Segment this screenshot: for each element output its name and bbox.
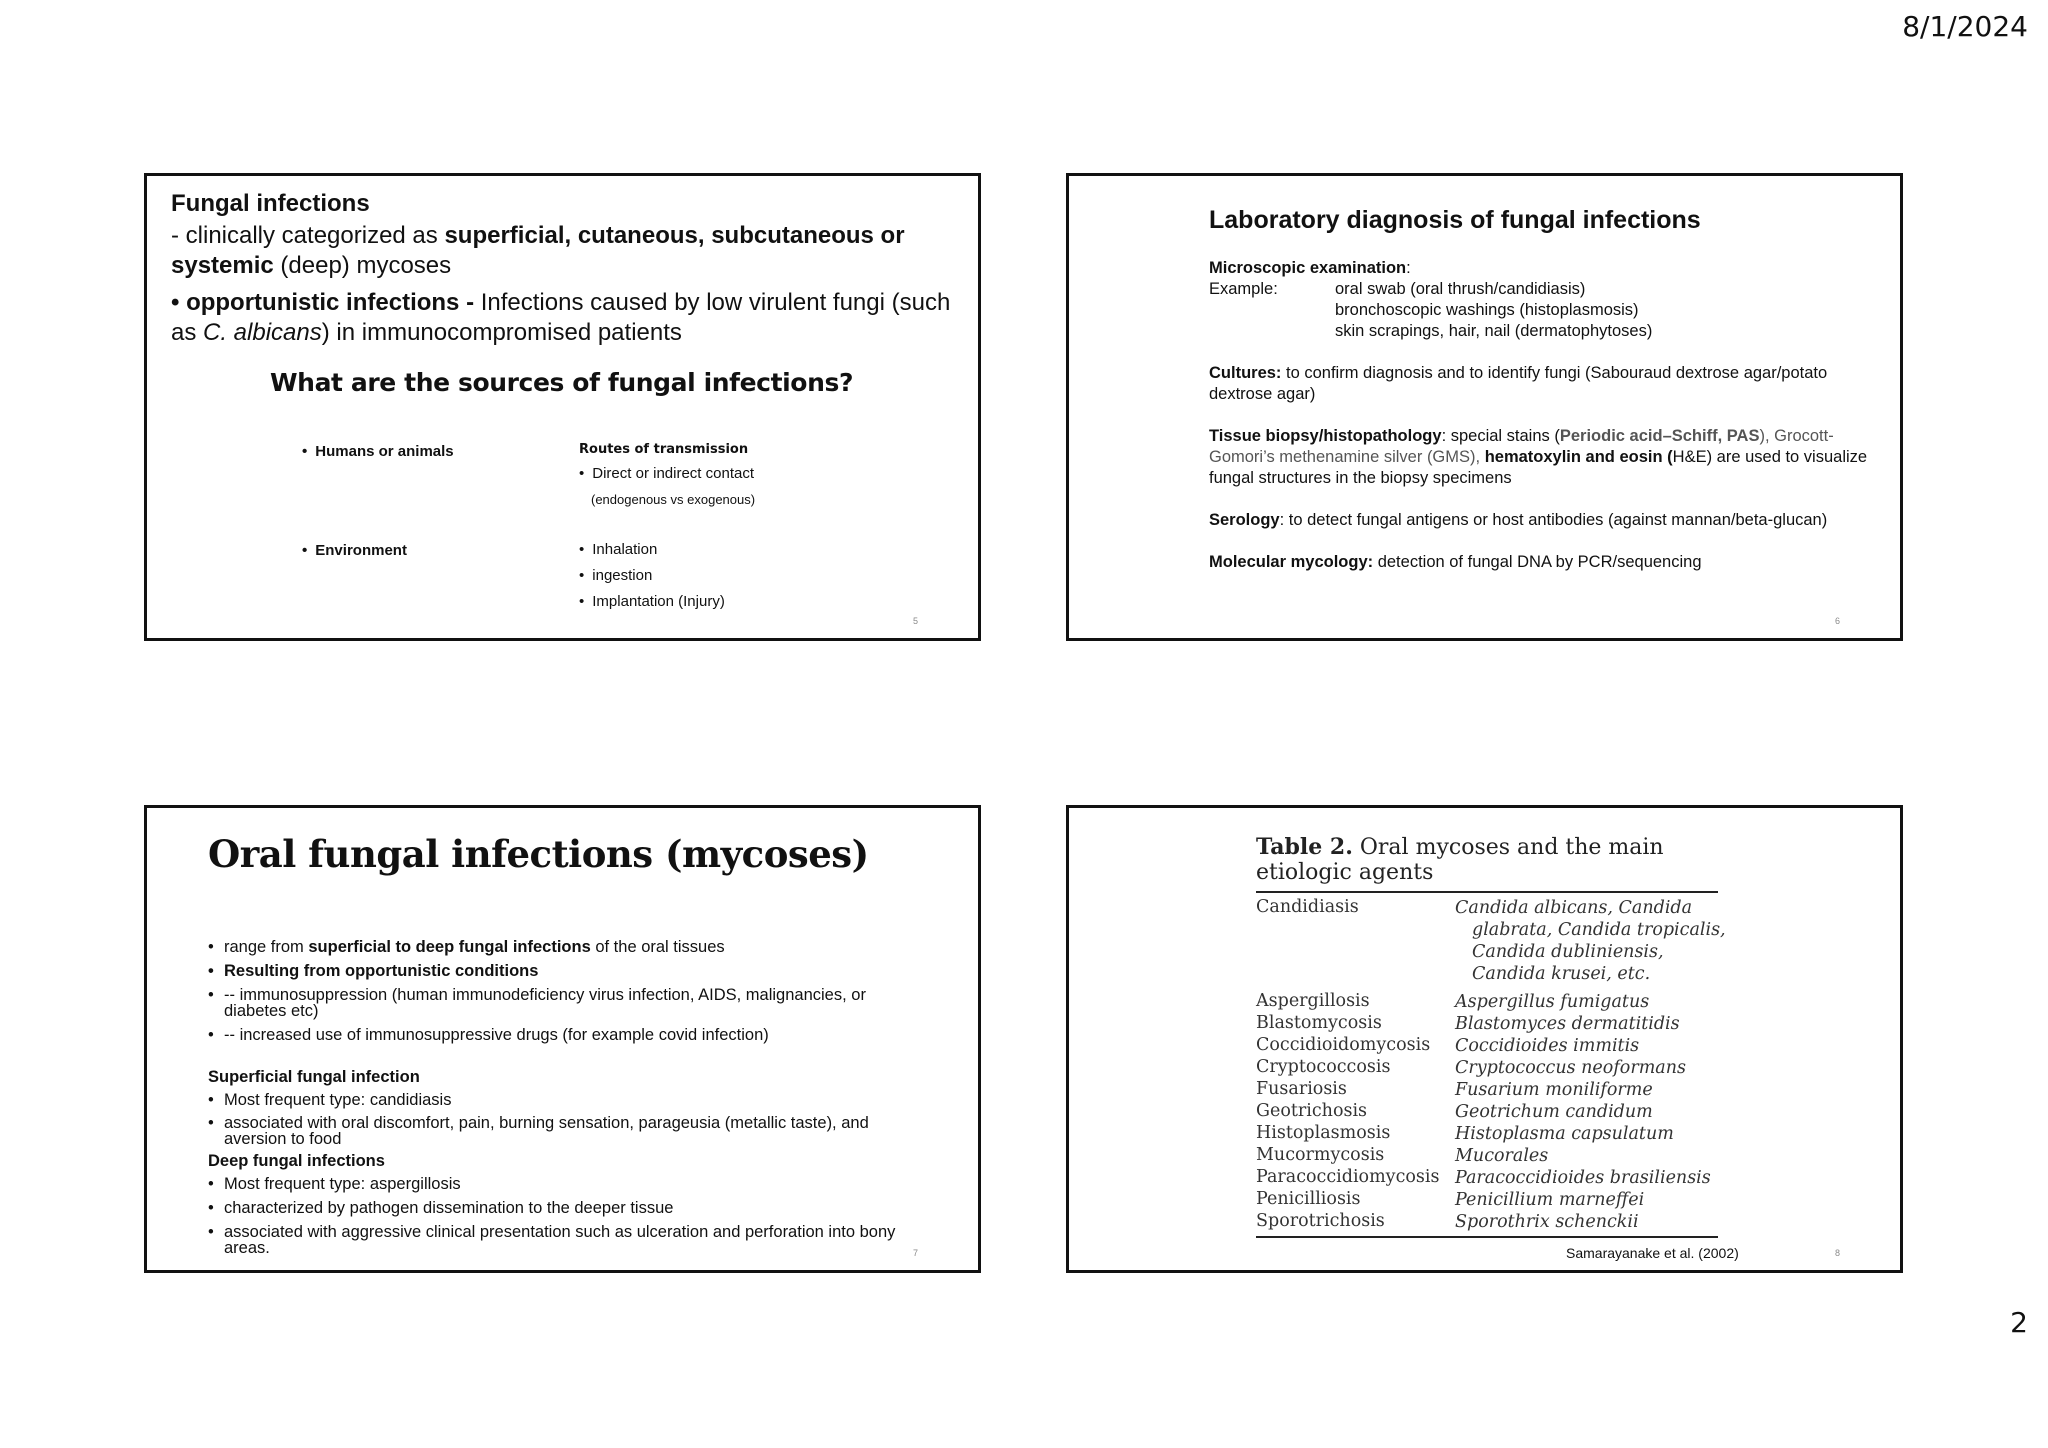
text-segment: : [1406, 259, 1411, 277]
opportunistic-text [171, 288, 961, 348]
table-row-disease: Geotrichosis [1256, 1101, 1368, 1121]
text-segment: associated with aggressive clinical presentation such as ulceration and perforation into bony areas. [224, 1223, 896, 1257]
classification-text [171, 221, 961, 281]
table-row-agent: Fusarium moniliforme [1455, 1080, 1653, 1100]
text-segment: : special stains ( [1441, 427, 1560, 445]
table-row-disease: Histoplasmosis [1256, 1123, 1391, 1143]
example-item: skin scrapings, hair, nail (dermatophytoses) [1335, 322, 1653, 340]
slide-number: 8 [1834, 1248, 1840, 1258]
text-segment: -- increased use of immunosuppressive drugs (for example covid infection) [224, 1026, 769, 1044]
text-segment: detection of fungal DNA by PCR/sequencing [1373, 553, 1702, 571]
text-segment: -- immunosuppression (human immunodeficiency virus infection, AIDS, malignancies, or diabetes etc) [224, 986, 866, 1020]
text-segment: ), Grocott-Gomori’s methenamine silver (GMS), [1209, 427, 1834, 466]
text-bold: Periodic acid–Schiff, PAS [1559, 427, 1760, 445]
text-bold: hematoxylin and eosin ( [1484, 448, 1673, 466]
example-item: oral swab (oral thrush/candidiasis) [1335, 280, 1586, 298]
slide-6 [1066, 173, 1903, 641]
text-segment: ) in immunocompromised patients [321, 319, 682, 346]
table-row-agent: Sporothrix schenckii [1455, 1212, 1639, 1232]
document-date: 8/1/2024 [1902, 10, 2028, 43]
text-bold: Molecular mycology: [1209, 553, 1374, 571]
table-row-agent: Coccidioides immitis [1455, 1036, 1640, 1056]
slide-title: Laboratory diagnosis of fungal infections [1209, 206, 1701, 234]
text-segment: to confirm diagnosis and to identify fungi (Sabouraud dextrose agar/potato dextrose agar) [1209, 364, 1828, 403]
table-row-agent: Penicillium marneffei [1455, 1190, 1645, 1210]
list-item [208, 1115, 918, 1147]
cultures-text [1209, 363, 1889, 405]
source-environment [302, 542, 407, 559]
text-bold: Tissue biopsy/histopathology [1209, 427, 1442, 445]
text-segment: associated with oral discomfort, pain, burning sensation, parageusia (metallic taste), and aversion to food [224, 1114, 869, 1148]
table-row-agent: Cryptococcus neoformans [1455, 1058, 1686, 1078]
source-humans [302, 443, 454, 460]
table-row-agent: Geotrichum candidum [1455, 1102, 1653, 1122]
table-row-disease: Candidiasis [1256, 897, 1359, 917]
table-row-disease: Penicilliosis [1256, 1189, 1361, 1209]
table-row-disease: Cryptococcosis [1256, 1057, 1391, 1077]
text-bold: superficial, cutaneous, subcutaneous or systemic [171, 222, 905, 279]
text-segment: Most frequent type: aspergillosis [224, 1175, 461, 1193]
table-bottom-rule [1256, 1236, 1718, 1238]
table-row-disease: Coccidioidomycosis [1256, 1035, 1431, 1055]
table-row-agent: Histoplasma capsulatum [1455, 1124, 1674, 1144]
text-segment: (deep) mycoses [273, 252, 452, 279]
list-item [208, 1092, 918, 1108]
list-item [208, 1027, 918, 1043]
table-row-disease: Paracoccidiomycosis [1256, 1167, 1440, 1187]
tissue-biopsy-text [1209, 426, 1889, 489]
table-row-agent: Mucorales [1455, 1146, 1549, 1166]
table-label: Table 2. [1256, 834, 1353, 860]
table-row-agent: Blastomyces dermatitidis [1455, 1014, 1680, 1034]
table-row-disease: Sporotrichosis [1256, 1211, 1385, 1231]
page-number: 2 [2010, 1306, 2028, 1339]
microscopic-heading [1209, 258, 1411, 279]
molecular-text [1209, 552, 1889, 573]
text-bold: • opportunistic infections - [171, 289, 481, 316]
table-row-disease: Aspergillosis [1256, 991, 1370, 1011]
sources-question: What are the sources of fungal infections? [270, 368, 854, 397]
slide-7 [144, 805, 981, 1273]
list-item [208, 1176, 918, 1192]
source-label: Humans or animals [315, 443, 454, 460]
route-item [579, 465, 754, 482]
list-item [208, 1200, 918, 1216]
text-segment: Oral mycoses and the main etiologic agents [1256, 835, 1664, 885]
table-row-agent: Aspergillus fumigatus [1455, 992, 1650, 1012]
table-row-disease: Mucormycosis [1256, 1145, 1385, 1165]
text-segment: H&E) are used to visualize fungal structures in the biopsy specimens [1209, 448, 1868, 487]
serology-text [1209, 510, 1889, 531]
list-item [208, 1224, 918, 1256]
table-source: Samarayanake et al. (2002) [1566, 1245, 1739, 1261]
text-segment: Most frequent type: candidiasis [224, 1091, 452, 1109]
text-segment: characterized by pathogen dissemination to the deeper tissue [224, 1199, 674, 1217]
example-label: Example: [1209, 280, 1278, 298]
example-item: bronchoscopic washings (histoplasmosis) [1335, 301, 1639, 319]
list-item [208, 939, 918, 955]
slide-number: 7 [912, 1248, 918, 1258]
text-segment: : to detect fungal antigens or host antibodies (against mannan/beta-glucan) [1279, 511, 1828, 529]
text-segment: range from [224, 938, 309, 956]
slide-5 [144, 173, 981, 641]
table-row-agent: Candida albicans, Candida glabrata, Candida tropicalis, Candida dubliniensis, Candida krusei, etc. [1455, 898, 1726, 984]
slide-8 [1066, 805, 1903, 1273]
text-italic: C. albicans [203, 319, 322, 346]
table-title [1256, 835, 1686, 885]
text-segment: - clinically categorized as [171, 222, 445, 249]
route-item [579, 567, 652, 584]
slide-number: 6 [1834, 616, 1840, 626]
slide-title: Fungal infections [171, 190, 370, 217]
route-note: (endogenous vs exogenous) [591, 492, 756, 507]
table-top-rule [1256, 891, 1718, 893]
source-label: Environment [315, 542, 407, 559]
text-segment: Infections caused by low virulent fungi (such as [171, 289, 951, 346]
table-row-disease: Fusariosis [1256, 1079, 1347, 1099]
bullet-list [208, 939, 918, 1256]
table-row-disease: Blastomycosis [1256, 1013, 1382, 1033]
text-bold: Serology [1209, 511, 1280, 529]
text-bold: Cultures: [1209, 364, 1282, 382]
text-segment: Resulting from opportunistic conditions [224, 962, 539, 980]
route-label: Implantation (Injury) [592, 593, 725, 610]
slide-title: Oral fungal infections (mycoses) [208, 832, 869, 876]
slide-number: 5 [912, 616, 918, 626]
route-label: Direct or indirect contact [592, 465, 754, 482]
text-bold: superficial to deep fungal infections [308, 938, 591, 956]
route-item [579, 541, 657, 558]
list-item [208, 987, 918, 1019]
table-row-agent: Paracoccidioides brasiliensis [1455, 1168, 1711, 1188]
list-item [208, 963, 918, 979]
routes-heading: Routes of transmission [579, 442, 749, 457]
section-heading: Superficial fungal infection [208, 1068, 420, 1086]
section-heading: Deep fungal infections [208, 1152, 385, 1170]
route-label: Inhalation [592, 541, 658, 558]
route-item [579, 593, 725, 610]
route-label: ingestion [592, 567, 653, 584]
text-bold: Microscopic examination [1209, 259, 1407, 277]
text-segment: of the oral tissues [590, 938, 725, 956]
